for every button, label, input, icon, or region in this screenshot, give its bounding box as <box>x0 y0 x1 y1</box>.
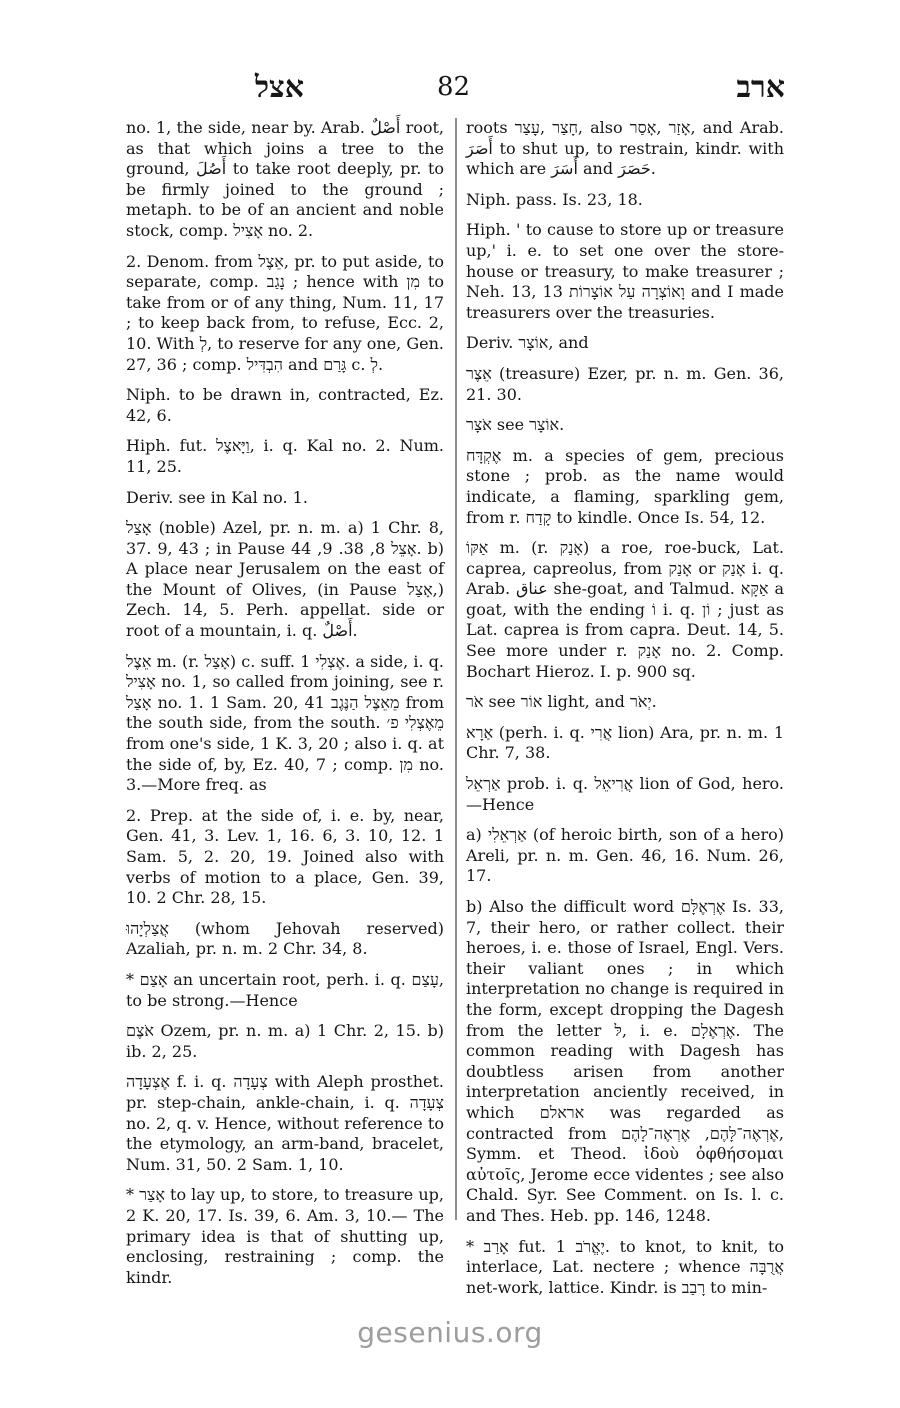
entry-paragraph: Niph. to be drawn in, contracted, Ez. 42, 6. <box>126 385 444 425</box>
entry-paragraph: Deriv. see in Kal no. 1. <box>126 487 308 507</box>
right-headword: ארב <box>736 70 785 105</box>
entry-paragraph: אֶקְדָּח m. a species of gem, precious stone ; prob. as the name would indicate, a flaming, sparkling gem, from r. קָדַח to kindle. Once Is. 54, 12. <box>466 445 784 527</box>
entry-paragraph: 2. Denom. from אֵצֶל, pr. to put aside, to separate, comp. נָגַב ; hence with מִן to take from or of any thing, Num. 11, 17 ; to keep back from, to refuse, Ecc. 2, 10. With לְ, to reserve for any one, Gen. 27, 36 ; comp. הִבְדִּיל and גָּרַם c. לְ. <box>126 251 445 374</box>
entry-paragraph: no. 1, the side, near by. Arab. أَصْلٌ root, as that which joins a tree to the ground, أَصُلَ to take root deeply, pr. to be firmly joined to the ground ; metaph. to be of an ancient and noble stock, comp. אָצִיל no. 2. <box>126 118 445 240</box>
entry-paragraph: אֹצָר see אוֹצָר. <box>466 415 565 435</box>
entry-paragraph: אַרָא (perh. i. q. אֲרִי lion) Ara, pr. n. m. 1 Chr. 7, 38. <box>466 722 784 763</box>
entry-paragraph: * אָצַם an uncertain root, perh. i. q. עָצַם, to be strong.—Hence <box>126 969 444 1010</box>
entry-paragraph: 2. Prep. at the side of, i. e. by, near, Gen. 41, 3. Lev. 1, 16. 6, 3. 10, 12. 1 Sam. 5, 2. 20, 19. Joined also with verbs of motion to a place, Gen. 39, 10. 2 Chr. 28, 15. <box>126 805 444 908</box>
entry-paragraph: אַקּוֹ m. (r. אָנַק) a roe, roe-buck, Lat. caprea, capreolus, from אָנַק or אָנַק i. q. Arab. عناق she-goat, and Talmud. אַקָּא a goat, with the ending וֹ i. q. וֹן ; just as Lat. caprea is from capra. Deut. 14, 5. See more under r. אָנַק no. 2. Comp. Bochart Hieroz. I. p. 900 sq. <box>466 538 785 681</box>
entry-paragraph: אֹצֶם Ozem, pr. n. m. a) 1 Chr. 2, 15. b) ib. 2, 25. <box>126 1021 444 1061</box>
page-number: 82 <box>437 72 471 102</box>
page-header <box>125 70 785 110</box>
entry-paragraph: אֵצֶר (treasure) Ezer, pr. n. m. Gen. 36, 21. 30. <box>466 363 784 404</box>
entry-paragraph: * אָצַר to lay up, to store, to treasure up, 2 K. 20, 17. Is. 39, 6. Am. 3, 10.— The primary idea is that of shutting up, enclosing, restraining ; comp. the kindr. <box>126 1185 444 1287</box>
entry-paragraph: Hiph. ' to cause to store up or treasure up,' i. e. to set one over the store-house or treasury, to make treasurer ; Neh. 13, 13 וָאוֹצְרָה עַל אוֹצָרוֹת and I made treasurers over the treasuries. <box>466 220 784 322</box>
entry-paragraph: אֵצֶל m. (r. אָצַל) c. suff. אֶצְלִי 1. a side, i. q. אָצִיל no. 1, so called from joining, see r. אָצַל no. 1. 1 Sam. 20, 41 מֵאֵצֶל הַנֶּגֶב from the south side, from the south. מֵאֶצְלִי פ׳ from one's side, 1 K. 3, 20 ; also i. q. at the side of, by, Ez. 40, 7 ; comp. מִן no. 3.—More freq. as <box>126 651 445 795</box>
entry-paragraph: אָצַל (noble) Azel, pr. n. m. a) 1 Chr. 8, 37. 9, 43 ; in Pause אָצֵל 8, 38. 9, 44. b) A place near Jerusalem on the east of the Mount of Olives, (in Pause אָצַל,) Zech. 14, 5. Perh. appellat. side or root of a mountain, i. q. أَصْلٌ. <box>126 518 445 641</box>
entry-paragraph: אֹר see אוֹר light, and יְאֹר. <box>466 692 657 712</box>
right-column <box>466 118 784 1308</box>
left-column <box>126 118 444 1298</box>
entry-paragraph: Deriv. אוֹצָר, and <box>466 333 589 353</box>
entry-paragraph: Niph. pass. Is. 23, 18. <box>466 189 643 209</box>
entry-paragraph: a) אַרְאֵלִי (of heroic birth, son of a hero) Areli, pr. n. m. Gen. 46, 16. Num. 26, 17. <box>466 825 784 886</box>
entry-paragraph: אֶצְעָדָה f. i. q. צְעָדָה with Aleph prosthet. pr. step-chain, ankle-chain, i. q. צְעָדָה no. 2, q. v. Hence, without reference to the etymology, an arm-band, bracelet, Num. 31, 50. 2 Sam. 1, 10. <box>126 1072 445 1174</box>
entry-paragraph: אַרְאֵל prob. i. q. אֲרִיאֵל lion of God, hero.—Hence <box>466 774 784 814</box>
site-watermark: gesenius.org <box>357 1316 543 1349</box>
entry-paragraph: b) Also the difficult word אֶרְאֶלָּם Is. 33, 7, their hero, or rather collect. their heroes, i. e. those of Israel, Engl. Vers. their valiant ones ; in which interpretation no change is required in the form, except dropping the Dagesh from the letter לּ, i. e. אֶרְאֶלָם. The common reading with Dagesh has doubtless arisen from another interpretation anciently received, in which אראלם was regarded as contracted from אֶרְאֶה־לָּהֶם, אֶרְאֶה־לָהֶם, Symm. et Theod. ἰδοὺ ὀφθήσομαι αὐτοῖς, Jerome ecce videntes ; see also Chald. Syr. See Comment. on Is. l. c. and Thes. Heb. pp. 146, 1248. <box>466 897 785 1225</box>
entry-paragraph: roots חָצַר ,עָצַר, also אָזַר ,אָסַר, and Arab. أَصَرَ to shut up, to restrain, kindr. with which are أَسَرَ and حَصَرَ. <box>466 118 784 179</box>
entry-paragraph: Hiph. fut. וַיָּאצֶל, i. q. Kal no. 2. Num. 11, 25. <box>126 436 445 476</box>
column-divider <box>455 118 457 1220</box>
entry-paragraph: * אָרַב fut. יֶאֱרֹב 1. to knot, to knit, to interlace, Lat. nectere ; whence אֲרֻבָּה net-work, lattice. Kindr. is רָבַב to min- <box>466 1236 785 1297</box>
left-headword: אצל <box>255 70 305 105</box>
entry-paragraph: אֲצַלְיָהוּ (whom Jehovah reserved) Azaliah, pr. n. m. 2 Chr. 34, 8. <box>126 918 444 959</box>
